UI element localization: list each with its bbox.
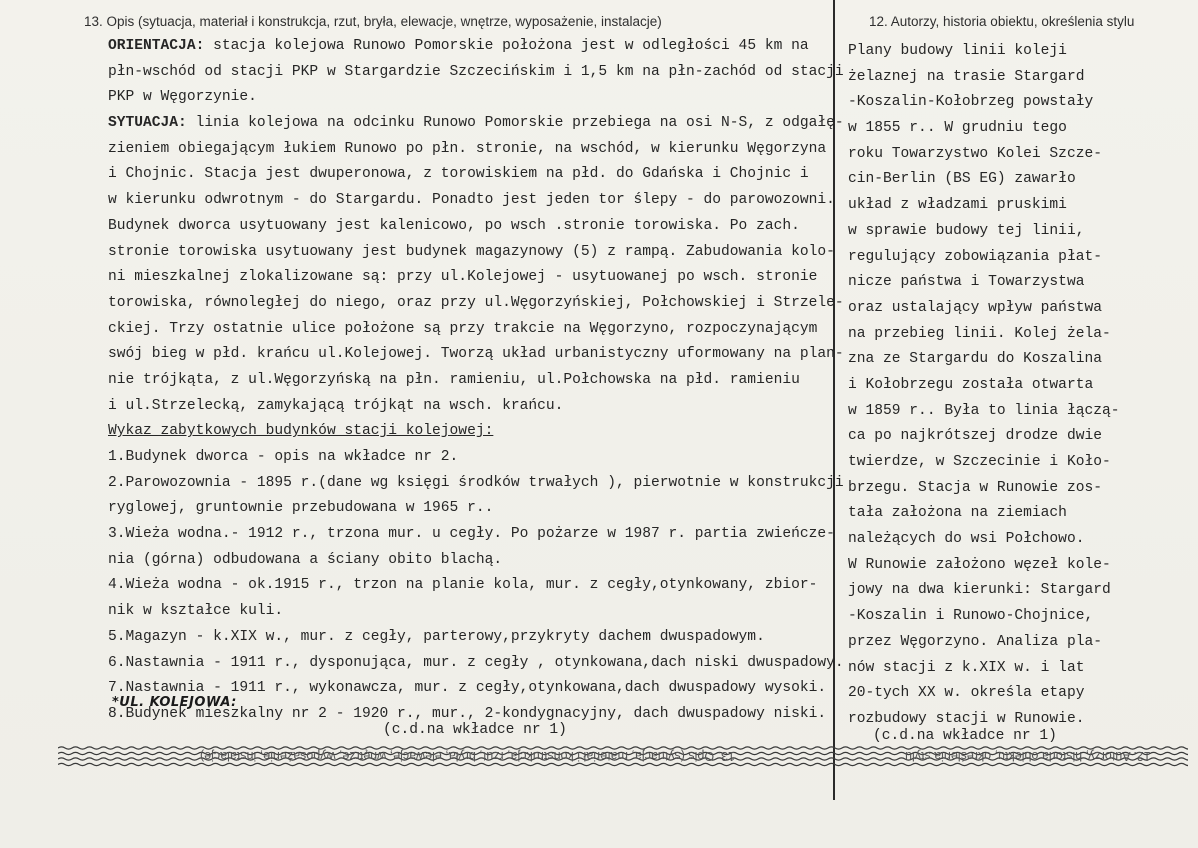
description-line bbox=[108, 162, 828, 188]
description-line bbox=[108, 522, 835, 548]
history-line: W Runowie założono węzeł kole- bbox=[848, 556, 1111, 573]
line-text: Budynek dworca usytuowany jest kalenicowo, po wsch .stronie torowiska. Po zach. bbox=[108, 217, 800, 234]
line-text: płn-wschód od stacji PKP w Stargardzie Szczecińskim i 1,5 km na płn-zachód od stacji bbox=[108, 63, 844, 80]
history-line: Plany budowy linii koleji bbox=[848, 43, 1067, 59]
history-line: żelaznej na trasie Stargard bbox=[848, 68, 1085, 85]
description-line bbox=[108, 265, 828, 291]
history-line: roku Towarzystwo Kolei Szcze- bbox=[848, 145, 1102, 162]
line-text: 8.Budynek mieszkalny nr 2 - 1920 r., mur., 2-kondygnacyjny, dach dwuspadowy niski. bbox=[108, 705, 827, 722]
history-line: i Kołobrzegu została otwarta bbox=[848, 376, 1094, 393]
description-line bbox=[108, 240, 835, 266]
history-line: nicze państwa i Towarzystwa bbox=[848, 274, 1085, 291]
description-line bbox=[108, 548, 828, 574]
history-line: układ z władzami pruskimi bbox=[848, 197, 1067, 214]
line-text: w kierunku odwrotnym - do Stargardu. Ponadto jest jeden tor ślepy - do parowozowni. bbox=[108, 192, 835, 209]
history-line: w 1859 r.. Była to linia łączą- bbox=[848, 402, 1120, 419]
description-line bbox=[108, 60, 844, 86]
description-line bbox=[108, 34, 828, 60]
line-text: ryglowej, gruntownie przebudowana w 1965 r.. bbox=[108, 500, 494, 517]
line-text: swój bieg w płd. krańcu ul.Kolejowej. Tworzą układ urbanistyczny uformowany na plan- bbox=[108, 346, 844, 363]
history-line: na przebieg linii. Kolej żela- bbox=[848, 325, 1111, 342]
history-line: nów stacji z k.XIX w. i lat bbox=[848, 659, 1085, 676]
history-line: w sprawie budowy tej linii, bbox=[848, 222, 1085, 239]
description-line bbox=[108, 394, 828, 420]
handwritten-note: *UL. KOLEJOWA: bbox=[112, 695, 237, 710]
history-line: oraz ustalający wpływ państwa bbox=[848, 299, 1102, 316]
line-text: PKP w Węgorzynie. bbox=[108, 89, 257, 106]
history-line: regulujący zobowiązania płat- bbox=[848, 248, 1102, 265]
line-text: nik w kształce kuli. bbox=[108, 603, 284, 620]
line-text: stacja kolejowa Runowo Pomorskie położona jest w odległości 45 km na bbox=[204, 38, 809, 54]
section-13-header: 13. Opis (sytuacja, materiał i konstrukcja, rzut, bryła, elewacje, wnętrze, wyposażenie, instalacje) bbox=[84, 14, 662, 29]
description-line bbox=[108, 214, 828, 240]
line-text: 2.Parowozownia - 1895 r.(dane wg księgi środków trwałych ), pierwotnie w konstrukcji bbox=[108, 474, 844, 491]
description-line bbox=[108, 111, 844, 137]
line-text: ckiej. Trzy ostatnie ulice położone są przy trakcie na Węgorzyno, rozpoczynającym bbox=[108, 320, 818, 337]
history-line: -Koszalin i Runowo-Chojnice, bbox=[848, 608, 1094, 625]
history-line: rozbudowy stacji w Runowie. bbox=[848, 710, 1085, 727]
description-line bbox=[108, 471, 844, 497]
line-text: 7.Nastawnia - 1911 r., wykonawcza, mur. z cegły,otynkowana,dach dwuspadowy wysoki. bbox=[108, 680, 827, 697]
history-line: -Koszalin-Kołobrzeg powstały bbox=[848, 94, 1094, 111]
description-line bbox=[108, 573, 828, 599]
description-line bbox=[108, 317, 828, 343]
line-text: 4.Wieża wodna - ok.1915 r., trzon na planie kola, mur. z cegły,otynkowany, zbior- bbox=[108, 577, 818, 594]
line-text: 5.Magazyn - k.XIX w., mur. z cegły, parterowy,przykryty dachem dwuspadowym. bbox=[108, 628, 765, 645]
history-line: 20-tych XX w. określa etapy bbox=[848, 685, 1085, 702]
description-line bbox=[108, 419, 828, 445]
history-line: należących do wsi Połchowo. bbox=[848, 531, 1085, 548]
history-line: cin-Berlin (BS EG) zawarło bbox=[848, 171, 1076, 188]
history-line: twierdze, w Szczecinie i Koło- bbox=[848, 454, 1111, 470]
line-text: 3.Wieża wodna.- 1912 r., trzona mur. u cegły. Po pożarze w 1987 r. partia zwieńcze- bbox=[108, 526, 835, 543]
description-line bbox=[108, 651, 844, 677]
line-text: zieniem obiegającym łukiem Runowo po płn. stronie, na wschód, w kierunku Węgorzyna bbox=[108, 140, 827, 157]
history-line: tała założona na ziemiach bbox=[848, 505, 1067, 522]
description-line bbox=[108, 85, 828, 111]
left-continuation: (c.d.na wkładce nr 1) bbox=[383, 722, 567, 738]
description-line bbox=[108, 137, 828, 163]
line-text: i Chojnic. Stacja jest dwuperonowa, z torowiskiem na płd. do Gdańska i Chojnic i bbox=[108, 166, 809, 183]
history-line: w 1855 r.. W grudniu tego bbox=[848, 120, 1067, 137]
history-line: ca po najkrótszej drodze dwie bbox=[848, 428, 1102, 445]
description-line bbox=[108, 291, 844, 317]
history-line: jowy na dwa kierunki: Stargard bbox=[848, 582, 1111, 599]
line-text: linia kolejowa na odcinku Runowo Pomorskie przebiega na osi N-S, z odgałę- bbox=[186, 115, 844, 132]
line-text: torowiska, równoległej do niego, oraz przy ul.Węgorzyńskiej, Połchowskiej i Strzele- bbox=[108, 294, 844, 311]
description-line bbox=[108, 445, 828, 471]
mirrored-left-header: 13. Opis (sytuacja, materiał i konstrukcja, rzut, bryła, elewacje, wnętrze, wyposażenie, instalacje) bbox=[200, 749, 735, 763]
line-text: i ul.Strzelecką, zamykającą trójkąt na wsch. krańcu. bbox=[108, 397, 564, 414]
description-line bbox=[108, 188, 835, 214]
description-line bbox=[108, 342, 844, 368]
description-line bbox=[108, 625, 828, 651]
line-text: ni mieszkalnej zlokalizowane są: przy ul.Kolejowej - usytuowanej po wsch. stronie bbox=[108, 269, 818, 286]
description-text bbox=[108, 34, 844, 728]
section-12-header: 12. Autorzy, historia obiektu, określenia stylu bbox=[869, 14, 1135, 29]
description-line bbox=[108, 496, 828, 522]
line-text: 1.Budynek dworca - opis na wkładce nr 2. bbox=[108, 449, 459, 465]
history-line: brzegu. Stacja w Runowie zos- bbox=[848, 479, 1102, 496]
section-label: ORIENTACJA: bbox=[108, 38, 205, 54]
line-text: nie trójkąta, z ul.Węgorzyńską na płn. ramieniu, ul.Połchowska na płd. ramieniu bbox=[108, 371, 800, 388]
history-line: zna ze Stargardu do Koszalina bbox=[848, 351, 1102, 368]
right-continuation: (c.d.na wkładce nr 1) bbox=[873, 728, 1057, 744]
line-text: stronie torowiska usytuowany jest budynek magazynowy (5) z rampą. Zabudowania kolo- bbox=[108, 243, 835, 260]
line-text: Wykaz zabytkowych budynków stacji kolejowej: bbox=[108, 423, 494, 440]
description-line bbox=[108, 599, 828, 625]
history-line: przez Węgorzyno. Analiza pla- bbox=[848, 633, 1102, 650]
history-text bbox=[848, 39, 1178, 733]
description-line bbox=[108, 368, 828, 394]
mirrored-right-header: 12. Autorzy, historia obiektu, określenia stylu bbox=[905, 749, 1151, 763]
line-text: nia (górna) odbudowana a ściany obito blachą. bbox=[108, 551, 503, 568]
section-label: SYTUACJA: bbox=[108, 115, 187, 132]
line-text: 6.Nastawnia - 1911 r., dysponująca, mur. z cegły , otynkowana,dach niski dwuspadowy. bbox=[108, 654, 844, 671]
